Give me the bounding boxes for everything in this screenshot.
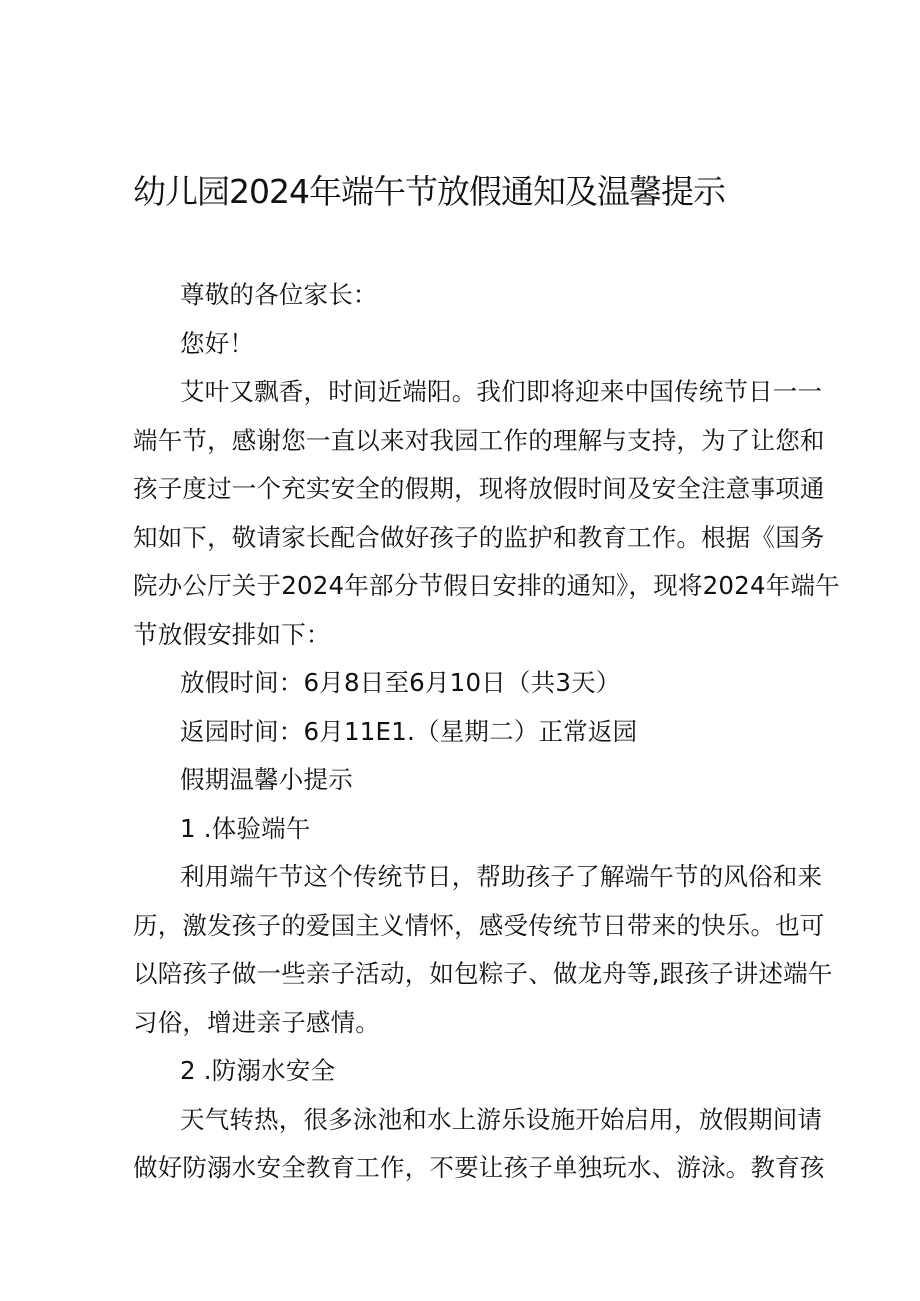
- tip1-line: 以陪孩子做一些亲子活动，如包粽子、做龙舟等,跟孩子讲述端午: [133, 959, 833, 988]
- tip1-line: 历，激发孩子的爱国主义情怀，感受传统节日带来的快乐。也可: [133, 910, 825, 940]
- tips-heading: 假期温馨小提示: [180, 765, 353, 794]
- intro-line: 节放假安排如下：: [133, 619, 331, 649]
- tip2-heading: 2 .防溺水安全: [180, 1056, 336, 1085]
- holiday-time: 放假时间：6月8日至6月10日（共3天）: [180, 668, 621, 697]
- tip1-line: 习俗，增进亲子感情。: [133, 1007, 380, 1037]
- intro-line: 知如下，敬请家长配合做好孩子的监护和教育工作。根据《国务: [133, 522, 825, 552]
- document-title: 幼儿园2024年端午节放假通知及温馨提示: [133, 172, 725, 211]
- tip1-line: 利用端午节这个传统节日，帮助孩子了解端午节的风俗和来: [180, 862, 823, 891]
- intro-line: 艾叶又飘香，时间近端阳。我们即将迎来中国传统节日一一: [180, 377, 823, 406]
- hello: 您好！: [180, 328, 255, 358]
- tip1-heading: 1 .体验端午: [180, 813, 311, 843]
- intro-line: 院办公厅关于2024年部分节假日安排的通知》，现将2024年端午: [133, 571, 840, 600]
- return-time: 返园时间：6月11E1.（星期二）正常返园: [180, 716, 638, 746]
- document-body: [133, 271, 840, 1193]
- tip2-line: 做好防溺水安全教育工作，不要让孩子单独玩水、游泳。教育孩: [133, 1153, 825, 1182]
- tip2-line: 天气转热，很多泳池和水上游乐设施开始启用，放假期间请: [180, 1104, 823, 1134]
- intro-line: 端午节，感谢您一直以来对我园工作的理解与支持，为了让您和: [133, 425, 825, 455]
- intro-line: 孩子度过一个充实安全的假期，现将放假时间及安全注意事项通: [133, 474, 825, 503]
- greeting: 尊敬的各位家长：: [180, 280, 378, 309]
